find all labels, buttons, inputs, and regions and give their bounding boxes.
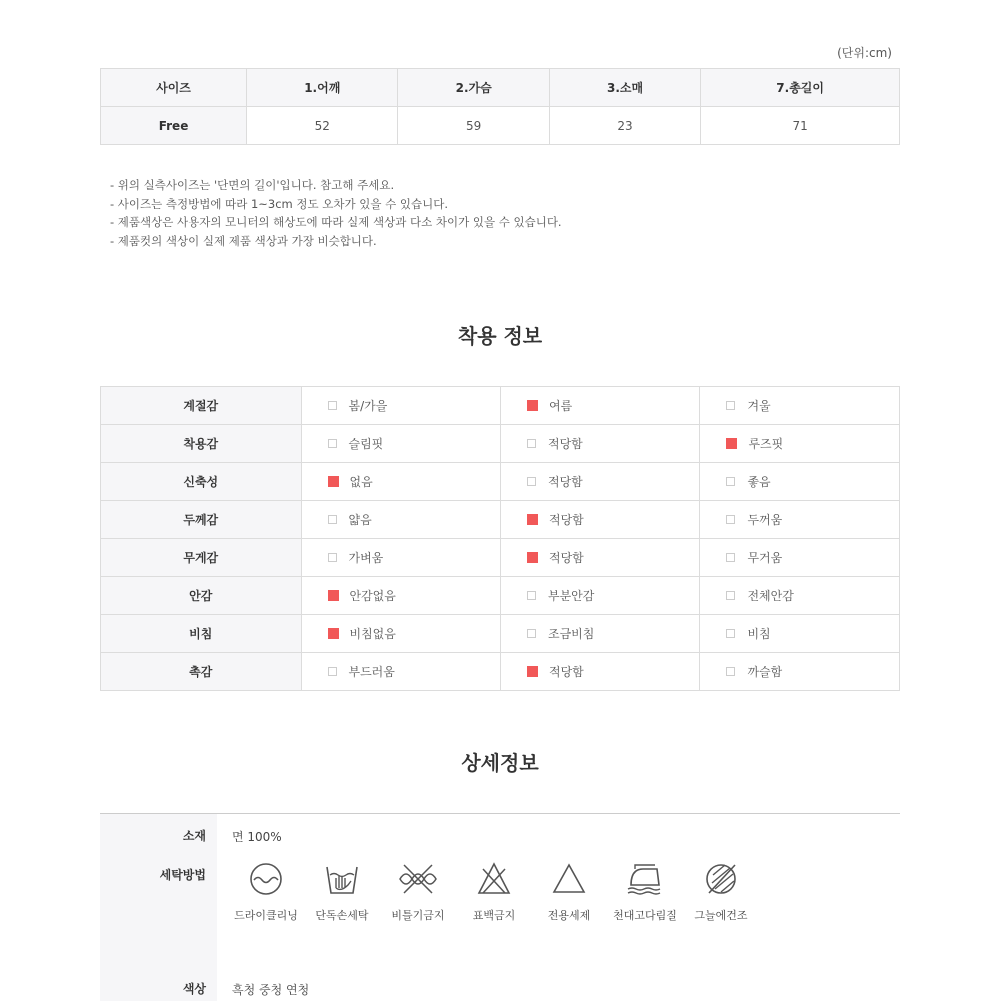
size-header-cell: 2.가슴	[398, 69, 549, 107]
checked-box-icon	[726, 438, 737, 449]
fit-row	[101, 539, 900, 577]
fit-option	[500, 577, 699, 615]
fit-option-label: 안감없음	[349, 589, 396, 603]
no-bleach-icon	[476, 861, 512, 897]
fit-option	[500, 463, 699, 501]
wash-item	[459, 861, 529, 923]
fit-option	[700, 501, 900, 539]
unchecked-box-icon	[726, 553, 735, 562]
size-value-cell: 23	[549, 107, 700, 145]
wash-label: 드라이클리닝	[234, 909, 298, 922]
fit-row	[101, 425, 900, 463]
size-value-cell: 52	[247, 107, 398, 145]
size-header-cell: 사이즈	[101, 69, 247, 107]
wash-label: 전용세제	[547, 909, 591, 922]
fit-option-label: 무거움	[747, 551, 783, 565]
fit-option-label: 두꺼움	[747, 513, 783, 527]
fit-option	[301, 387, 500, 425]
fit-option-label: 좋음	[747, 475, 771, 489]
wash-label: 표백금지	[472, 909, 516, 922]
fit-option-label: 가벼움	[348, 551, 384, 565]
fit-option	[500, 425, 699, 463]
no-wring-icon	[396, 861, 440, 897]
size-table-header-row	[101, 69, 900, 107]
fit-option	[700, 425, 900, 463]
fit-option	[700, 463, 900, 501]
fit-option	[301, 425, 500, 463]
fit-option-label: 없음	[349, 475, 373, 489]
unchecked-box-icon	[726, 515, 735, 524]
wash-item	[231, 861, 301, 923]
size-header-cell: 3.소매	[549, 69, 700, 107]
wash-label: 그늘에건조	[694, 909, 748, 922]
fit-option	[301, 577, 500, 615]
fit-option	[700, 387, 900, 425]
checked-box-icon	[527, 666, 538, 677]
size-header-cell: 7.총길이	[701, 69, 900, 107]
fit-option	[301, 463, 500, 501]
fit-option-label: 겨울	[747, 399, 771, 413]
unchecked-box-icon	[527, 629, 536, 638]
fit-option-label: 적당함	[548, 665, 584, 679]
detail-section-title: 상세정보	[461, 751, 539, 775]
size-value-cell: 71	[701, 107, 900, 145]
fit-category-label: 비침	[101, 615, 302, 653]
unchecked-box-icon	[726, 629, 735, 638]
size-table	[100, 68, 900, 145]
material-label: 소재	[182, 829, 206, 843]
fit-row	[101, 653, 900, 691]
fit-section-title: 착용 정보	[457, 324, 543, 348]
fit-option-label: 비침	[747, 627, 771, 641]
fit-category-label: 촉감	[101, 653, 302, 691]
unchecked-box-icon	[328, 515, 337, 524]
wash-item	[610, 861, 680, 923]
fit-option-label: 적당함	[547, 475, 583, 489]
fit-option	[301, 501, 500, 539]
fit-option	[301, 615, 500, 653]
fit-option-label: 적당함	[547, 437, 583, 451]
fit-option-label: 얇음	[348, 513, 372, 527]
wash-item	[686, 861, 756, 923]
fit-category-label: 무게감	[101, 539, 302, 577]
fit-category-label: 계절감	[101, 387, 302, 425]
fit-option	[500, 539, 699, 577]
fit-category-label: 안감	[101, 577, 302, 615]
fit-option-label: 부드러움	[348, 665, 395, 679]
size-note: - 제품컷의 색상이 실제 제품 색상과 가장 비슷합니다.	[110, 233, 377, 248]
unchecked-box-icon	[328, 553, 337, 562]
fit-option-label: 비침없음	[349, 627, 396, 641]
fit-category-label: 두께감	[101, 501, 302, 539]
unchecked-box-icon	[726, 667, 735, 676]
fit-category-label: 착용감	[101, 425, 302, 463]
wash-label: 천대고다림질	[613, 909, 677, 922]
size-header-cell: 1.어깨	[247, 69, 398, 107]
wash-label: 단독손세탁	[315, 909, 369, 922]
color-value: 흑청 중청 연청	[232, 983, 310, 997]
detail-info-table	[100, 813, 900, 1001]
fit-option-label: 루즈핏	[748, 437, 784, 451]
fit-option	[301, 653, 500, 691]
checked-box-icon	[328, 476, 339, 487]
fit-option	[500, 615, 699, 653]
fit-option-label: 조금비침	[547, 627, 595, 641]
color-label: 색상	[182, 982, 206, 996]
unchecked-box-icon	[328, 667, 337, 676]
checked-box-icon	[527, 514, 538, 525]
checked-box-icon	[527, 552, 538, 563]
fit-category-label: 신축성	[101, 463, 302, 501]
size-note: - 제품색상은 사용자의 모니터의 해상도에 따라 실제 색상과 다소 차이가 있을 수 있습니다.	[110, 215, 562, 229]
hand-wash-icon	[324, 861, 360, 897]
unit-label: (단위:cm)	[837, 46, 892, 60]
fit-row	[101, 387, 900, 425]
fit-option	[700, 539, 900, 577]
unchecked-box-icon	[726, 591, 735, 600]
size-row-label: Free	[101, 107, 247, 145]
unchecked-box-icon	[328, 439, 337, 448]
unchecked-box-icon	[527, 477, 536, 486]
size-note: - 위의 실측사이즈는 '단면의 길이'입니다. 참고해 주세요.	[110, 178, 395, 192]
dry-clean-icon	[248, 861, 284, 897]
fit-option	[301, 539, 500, 577]
size-note: - 사이즈는 측정방법에 따라 1~3cm 정도 오차가 있을 수 있습니다.	[110, 196, 449, 211]
unchecked-box-icon	[726, 401, 735, 410]
wash-item	[383, 861, 453, 923]
size-value-cell: 59	[398, 107, 549, 145]
fit-option	[500, 387, 699, 425]
shade-dry-icon	[703, 861, 739, 897]
fit-option	[700, 653, 900, 691]
fit-option	[500, 653, 699, 691]
wash-item	[307, 861, 377, 923]
fit-option-label: 적당함	[548, 551, 584, 565]
fit-row	[101, 577, 900, 615]
unchecked-box-icon	[527, 591, 536, 600]
checked-box-icon	[328, 590, 339, 601]
neutral-detergent-icon	[551, 861, 587, 897]
fit-option	[700, 615, 900, 653]
fit-option	[500, 501, 699, 539]
unchecked-box-icon	[726, 477, 735, 486]
iron-cloth-icon	[625, 861, 665, 897]
checked-box-icon	[527, 400, 538, 411]
wash-item	[534, 861, 604, 923]
fit-option-label: 까슬함	[747, 665, 783, 679]
fit-option-label: 적당함	[548, 513, 584, 527]
fit-option	[700, 577, 900, 615]
fit-option-label: 여름	[548, 399, 573, 413]
fit-option-label: 부분안감	[547, 589, 595, 603]
size-notes	[110, 176, 562, 250]
checked-box-icon	[328, 628, 339, 639]
washing-label: 세탁방법	[159, 868, 206, 882]
wash-label: 비틀기금지	[391, 909, 445, 922]
unchecked-box-icon	[328, 401, 337, 410]
fit-option-label: 전체안감	[747, 589, 794, 603]
material-value: 면 100%	[232, 830, 282, 844]
size-table-row	[101, 107, 900, 145]
unchecked-box-icon	[527, 439, 536, 448]
fit-row	[101, 501, 900, 539]
fit-option-label: 봄/가을	[348, 399, 388, 413]
fit-option-label: 슬림핏	[348, 437, 384, 451]
fit-row	[101, 463, 900, 501]
fit-info-table	[100, 386, 900, 691]
fit-row	[101, 615, 900, 653]
